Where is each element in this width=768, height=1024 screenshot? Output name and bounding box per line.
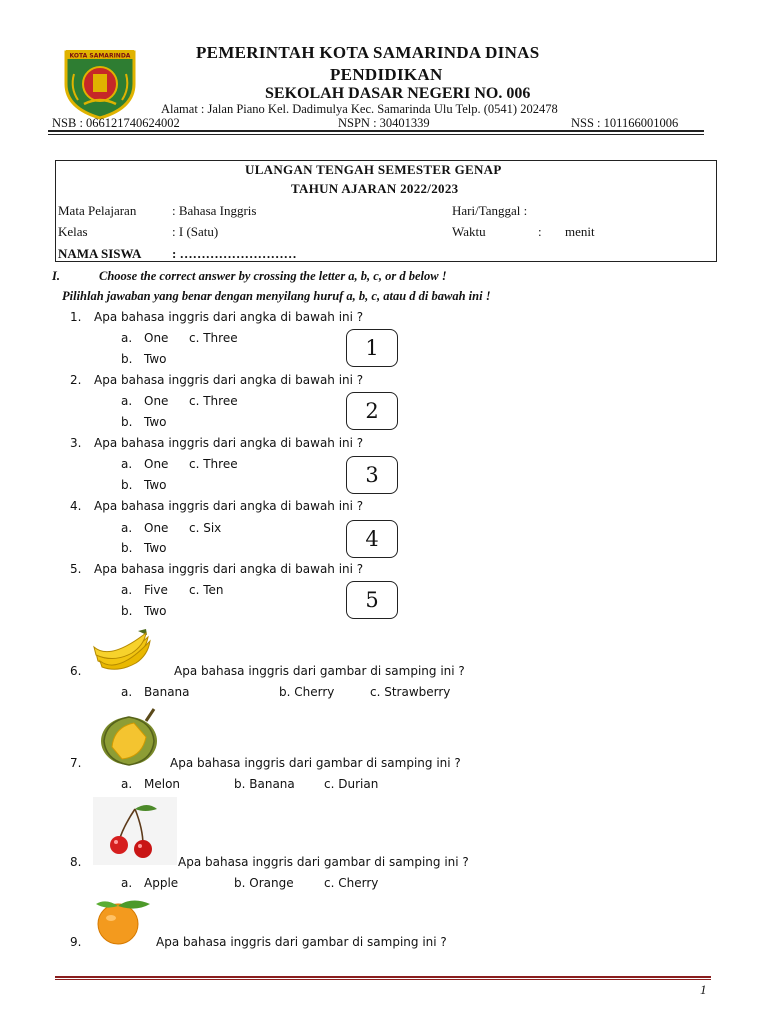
- option-letter-a: a.: [121, 394, 133, 408]
- question-number: 9.: [70, 935, 82, 949]
- option-a[interactable]: One: [144, 521, 169, 535]
- question-number: 7.: [70, 756, 82, 770]
- cherry-image: [93, 797, 177, 865]
- orange-image: [92, 896, 152, 946]
- option-a[interactable]: One: [144, 394, 169, 408]
- option-b[interactable]: Two: [144, 541, 167, 555]
- school-logo: [60, 44, 140, 120]
- durian-image: [94, 707, 164, 767]
- class-value: : I (Satu): [172, 224, 219, 239]
- option-c[interactable]: c. Durian: [324, 777, 379, 791]
- option-b[interactable]: b. Orange: [234, 876, 294, 890]
- header-line2: PENDIDIKAN: [330, 65, 443, 84]
- school-name: SEKOLAH DASAR NEGERI NO. 006: [265, 85, 531, 102]
- question-number: 3.: [70, 436, 82, 450]
- exam-year: TAHUN AJARAN 2022/2023: [291, 181, 459, 196]
- page-number: 1: [700, 982, 707, 997]
- question-text: Apa bahasa inggris dari gambar di samping ini ?: [156, 935, 447, 949]
- option-b[interactable]: b. Banana: [234, 777, 295, 791]
- instruction-english: Choose the correct answer by crossing the letter a, b, c, or d below !: [99, 269, 447, 283]
- question-number: 5.: [70, 562, 82, 576]
- question-number: 4.: [70, 499, 82, 513]
- option-letter-b: b.: [121, 604, 133, 618]
- instruction-indonesian: Pilihlah jawaban yang benar dengan menyilang huruf a, b, c, atau d di bawah ini !: [62, 289, 491, 303]
- header-line1: PEMERINTAH KOTA SAMARINDA DINAS: [196, 43, 540, 62]
- footer-rule: [55, 976, 711, 978]
- option-letter-a: a.: [121, 777, 133, 791]
- option-a[interactable]: One: [144, 457, 169, 471]
- school-address: Alamat : Jalan Piano Kel. Dadimulya Kec. Samarinda Ulu Telp. (0541) 202478: [161, 102, 558, 116]
- option-a[interactable]: One: [144, 331, 169, 345]
- question-text: Apa bahasa inggris dari angka di bawah ini ?: [94, 310, 364, 324]
- option-a[interactable]: Apple: [144, 876, 179, 890]
- question-number: 6.: [70, 664, 82, 678]
- number-box: 4: [346, 520, 398, 558]
- day-label: Hari/Tanggal :: [452, 203, 528, 218]
- option-letter-a: a.: [121, 685, 133, 699]
- footer-rule-thin: [55, 979, 711, 980]
- option-b[interactable]: Two: [144, 604, 167, 618]
- option-letter-a: a.: [121, 457, 133, 471]
- question-text: Apa bahasa inggris dari angka di bawah ini ?: [94, 562, 364, 576]
- question-text: Apa bahasa inggris dari angka di bawah ini ?: [94, 373, 364, 387]
- option-c[interactable]: c. Ten: [189, 583, 224, 597]
- question-text: Apa bahasa inggris dari angka di bawah ini ?: [94, 499, 364, 513]
- exam-title: ULANGAN TENGAH SEMESTER GENAP: [245, 162, 502, 177]
- question-number: 8.: [70, 855, 82, 869]
- time-colon: :: [538, 224, 542, 239]
- nspn-number: NSPN : 30401339: [338, 116, 430, 130]
- option-c[interactable]: c. Cherry: [324, 876, 379, 890]
- option-b[interactable]: b. Cherry: [279, 685, 335, 699]
- question-text: Apa bahasa inggris dari angka di bawah ini ?: [94, 436, 364, 450]
- option-letter-b: b.: [121, 541, 133, 555]
- option-letter-a: a.: [121, 331, 133, 345]
- time-label: Waktu: [452, 224, 486, 239]
- time-unit: menit: [565, 224, 595, 239]
- option-b[interactable]: Two: [144, 352, 167, 366]
- question-number: 1.: [70, 310, 82, 324]
- subject-label: Mata Pelajaran: [58, 203, 137, 218]
- section-number: I.: [52, 269, 60, 283]
- nsb-number: NSB : 066121740624002: [52, 116, 180, 130]
- option-a[interactable]: Five: [144, 583, 168, 597]
- option-letter-a: a.: [121, 521, 133, 535]
- number-box: 2: [346, 392, 398, 430]
- question-number: 2.: [70, 373, 82, 387]
- class-label: Kelas: [58, 224, 88, 239]
- option-c[interactable]: c. Six: [189, 521, 222, 535]
- subject-value: : Bahasa Inggris: [172, 203, 257, 218]
- header-rule: [48, 130, 704, 132]
- option-a[interactable]: Melon: [144, 777, 181, 791]
- logo-lettering: KOTA SAMARINDA: [69, 52, 131, 60]
- question-text: Apa bahasa inggris dari gambar di samping ini ?: [174, 664, 465, 678]
- question-text: Apa bahasa inggris dari gambar di samping ini ?: [178, 855, 469, 869]
- option-a[interactable]: Banana: [144, 685, 190, 699]
- header-rule-thin: [48, 134, 704, 135]
- option-letter-b: b.: [121, 352, 133, 366]
- number-box: 5: [346, 581, 398, 619]
- student-name-field[interactable]: : ………………………: [172, 246, 297, 261]
- question-text: Apa bahasa inggris dari gambar di samping ini ?: [170, 756, 461, 770]
- option-letter-a: a.: [121, 876, 133, 890]
- option-c[interactable]: c. Strawberry: [370, 685, 451, 699]
- number-box: 3: [346, 456, 398, 494]
- student-name-label: NAMA SISWA: [58, 246, 142, 261]
- number-box: 1: [346, 329, 398, 367]
- option-letter-b: b.: [121, 415, 133, 429]
- option-letter-a: a.: [121, 583, 133, 597]
- nss-number: NSS : 101166001006: [571, 116, 679, 130]
- option-letter-b: b.: [121, 478, 133, 492]
- option-b[interactable]: Two: [144, 415, 167, 429]
- option-c[interactable]: c. Three: [189, 331, 238, 345]
- option-c[interactable]: c. Three: [189, 457, 238, 471]
- option-b[interactable]: Two: [144, 478, 167, 492]
- option-c[interactable]: c. Three: [189, 394, 238, 408]
- banana-image: [90, 627, 158, 673]
